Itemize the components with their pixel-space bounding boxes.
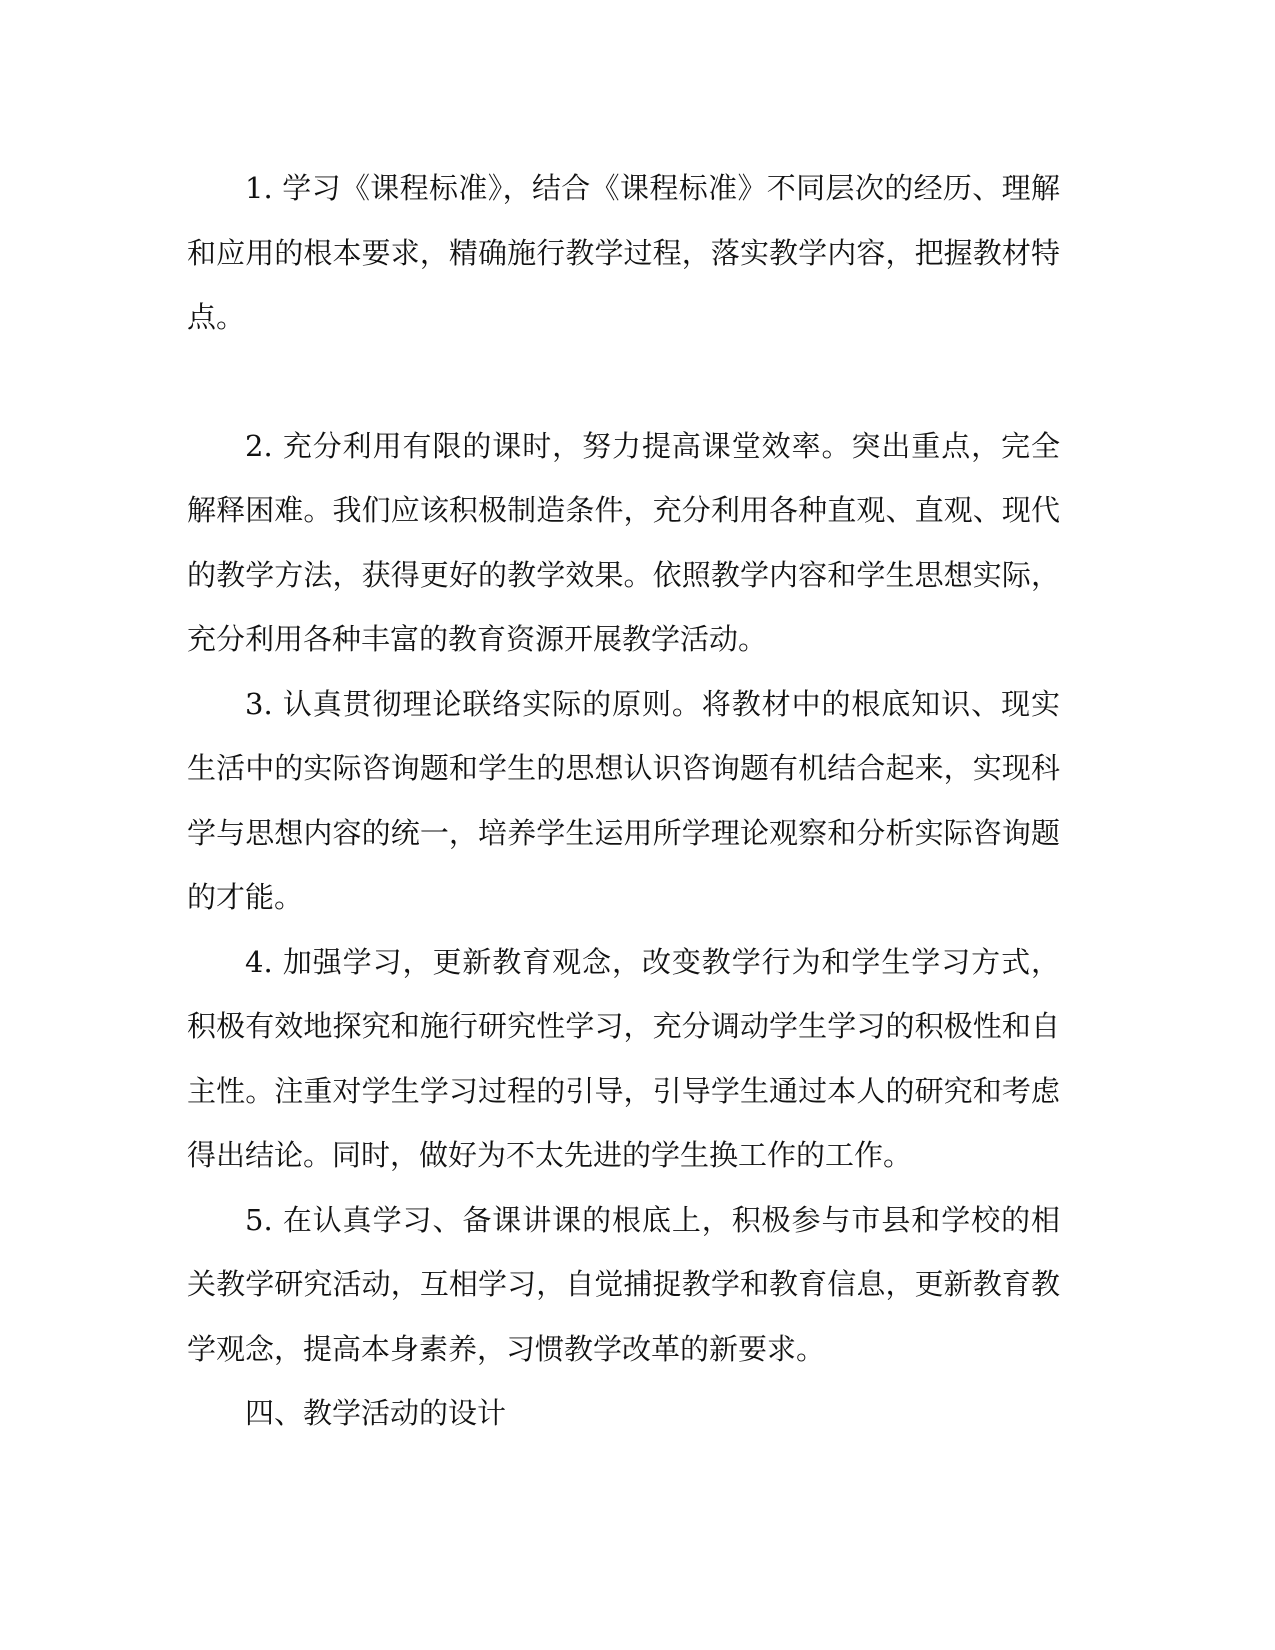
- paragraph-1: 1. 学习《课程标准》，结合《课程标准》不同层次的经历、理解和应用的根本要求，精确施行教学过程，落实教学内容，把握教材特点。: [187, 171, 1060, 334]
- section-heading: 四、教学活动的设计: [245, 1396, 507, 1430]
- document-body: [187, 156, 1060, 1446]
- paragraph-5: 5. 在认真学习、备课讲课的根底上，积极参与市县和学校的相关教学研究活动，互相学习，自觉捕捉教学和教育信息，更新教育教学观念，提高本身素养，习惯教学改革的新要求。: [187, 1202, 1060, 1366]
- paragraph-3: 3. 认真贯彻理论联络实际的原则。将教材中的根底知识、现实生活中的实际咨询题和学生的思想认识咨询题有机结合起来，实现科学与思想内容的统一，培养学生运用所学理论观察和分析实际咨询题的才能。: [187, 686, 1060, 914]
- paragraph-2: 2. 充分利用有限的课时，努力提高课堂效率。突出重点，完全解释困难。我们应该积极制造条件，充分利用各种直观、直观、现代的教学方法，获得更好的教学效果。依照教学内容和学生思想实际，充分利用各种丰富的教育资源开展教学活动。: [187, 428, 1060, 656]
- paragraph-4: 4. 加强学习，更新教育观念，改变教学行为和学生学习方式，积极有效地探究和施行研究性学习，充分调动学生学习的积极性和自主性。注重对学生学习过程的引导，引导学生通过本人的研究和考虑得出结论。同时，做好为不太先进的学生换工作的工作。: [187, 944, 1060, 1172]
